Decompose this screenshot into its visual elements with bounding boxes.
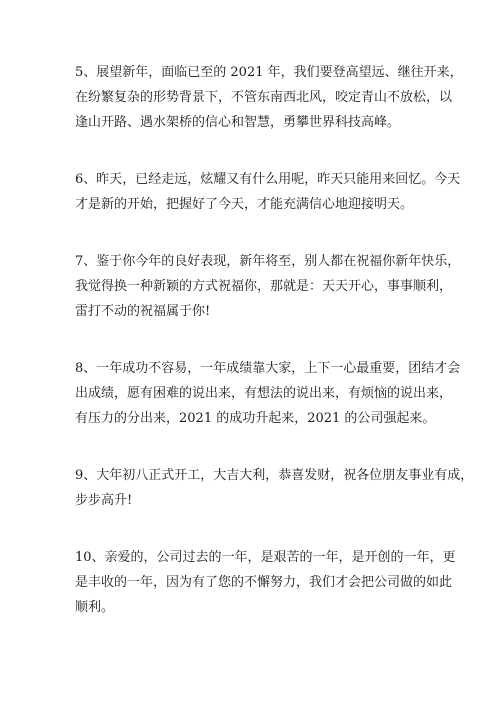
paragraph-line: 顺利。 (75, 600, 115, 615)
paragraph-line: 10、亲爱的，公司过去的一年，是艰苦的一年，是开创的一年，更 (75, 550, 456, 565)
paragraph-line: 出成绩，愿有困难的说出来，有想法的说出来，有烦恼的说出来， (75, 386, 453, 401)
paragraph-line: 6、昨天，已经走远，炫耀又有什么用呢，昨天只能用来回忆。今天 (75, 172, 461, 187)
paragraph-9 (75, 463, 474, 513)
paragraph-line: 是丰收的一年，因为有了您的不懈努力，我们才会把公司做的如此 (75, 575, 453, 590)
document-body (75, 60, 474, 652)
paragraph-line: 5、展望新年，面临已至的 2021 年，我们要登高望远、继往开来， (75, 65, 463, 80)
paragraph-line: 7、鉴于你今年的良好表现，新年将至，别人都在祝福你新年快乐， (75, 254, 461, 269)
paragraph-line: 9、大年初八正式开工，大吉大利，恭喜发财，祝各位朋友事业有成， (75, 468, 474, 483)
paragraph-line: 雷打不动的祝福属于你! (75, 304, 211, 319)
paragraph-line: 8、一年成功不容易，一年成绩靠大家，上下一心最重要，团结才会 (75, 361, 461, 376)
paragraph-line: 逢山开路、遇水架桥的信心和智慧，勇攀世界科技高峰。 (75, 115, 401, 130)
paragraph-8 (75, 356, 461, 431)
paragraph-line: 我觉得换一种新颖的方式祝福你，那就是：天天开心，事事顺利， (75, 279, 453, 294)
paragraph-10 (75, 545, 456, 620)
paragraph-line: 步步高升! (75, 493, 133, 508)
paragraph-7 (75, 249, 461, 324)
paragraph-6 (75, 167, 461, 217)
paragraph-5 (75, 60, 463, 135)
paragraph-line: 才是新的开始，把握好了今天，才能充满信心地迎接明天。 (75, 197, 414, 212)
paragraph-line: 在纷繁复杂的形势背景下，不管东南西北风，咬定青山不放松，以 (75, 90, 453, 105)
paragraph-line: 有压力的分出来，2021 的成功升起来，2021 的公司强起来。 (75, 411, 436, 426)
